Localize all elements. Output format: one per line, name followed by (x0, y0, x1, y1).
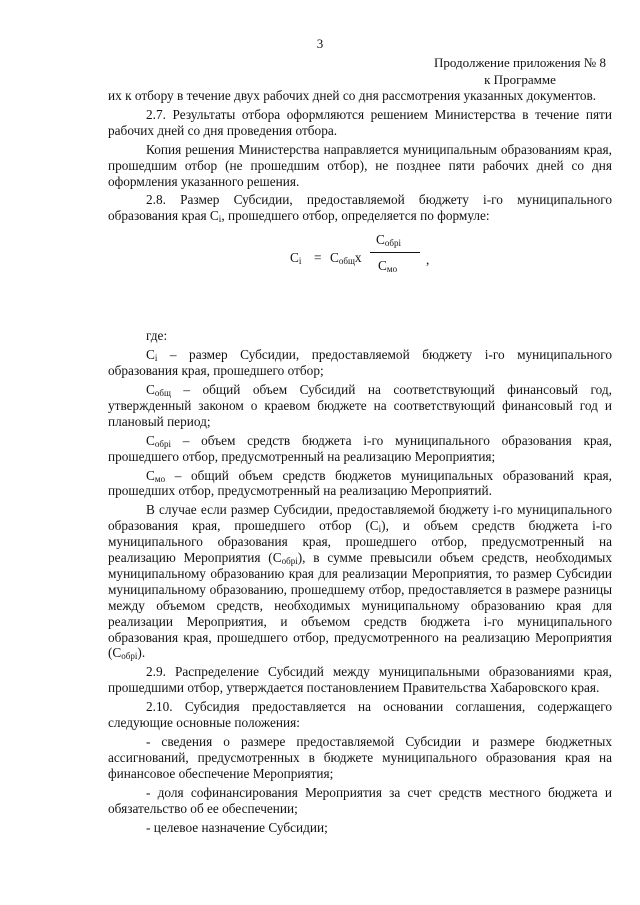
paragraph-2-8-subscript: i (218, 214, 222, 225)
definition-cobri: $C_{обрi}$ – объем средств бюджета i-го муниципального образования края, прошедшего отбор, предусмотренный на реализацию Мероприятия; (108, 432, 612, 464)
page-number: 3 (316, 36, 324, 51)
document-body (108, 88, 612, 835)
formula-equals: = (314, 250, 322, 266)
definition-cmo: $C_{мо}$ – общий объем средств бюджетов муниципальных образований края, прошедших отбор, предусмотренный на реализацию Мероприятий. (108, 467, 612, 499)
paragraph-2-9: 2.9. Распределение Субсидий между муниципальными образованиями края, прошедшими отбор, утверждается постановлением Правительства Хабаровского края. (108, 664, 612, 696)
paragraph-2-7: 2.7. Результаты отбора оформляются решением Министерства в течение пяти рабочих дней со дня проведения отбора. (108, 106, 612, 138)
list-item-cofinancing: - доля софинансирования Мероприятия за счет средств местного бюджета и обязательство об ее обеспечении; (108, 784, 612, 816)
appendix-line-2: к Программе (484, 72, 556, 87)
formula-numerator: $C_{обрi}$ (376, 232, 401, 249)
list-item-purpose: - целевое назначение Субсидии; (146, 819, 328, 835)
where-label: где: (146, 328, 168, 344)
fraction-bar (370, 252, 420, 253)
appendix-header (430, 54, 610, 88)
paragraph-2-8-text: 2.8. Размер Субсидии, предоставляемой бюджету i-го муниципального образования края C (108, 192, 612, 224)
definition-cobsh: $C_{общ}$ – общий объем Субсидий на соответствующий финансовый год, утвержденный законом о краевом бюджете на соответствующий финансовый год и плановый период; (108, 381, 612, 429)
formula-lhs: $C_i$ (290, 250, 302, 267)
paragraph-2-8-tail: , прошедшего отбор, определяется по формуле: (221, 208, 490, 224)
appendix-line-1: Продолжение приложения № 8 (434, 55, 606, 70)
paragraph-2-8 (108, 192, 612, 224)
definition-ci: $C_i$ – размер Субсидии, предоставляемой бюджету i-го муниципального образования края, прошедшего отбор; (108, 347, 612, 379)
paragraph-2-10: 2.10. Субсидия предоставляется на основании соглашения, содержащего следующие основные положения: (108, 699, 612, 731)
paragraph-continuation: их к отбору в течение двух рабочих дней со дня рассмотрения указанных документов. (108, 88, 597, 103)
formula-total: $C_{общ}x$ (330, 250, 362, 267)
paragraph-decision-copy: Копия решения Министерства направляется муниципальным образованиям края, прошедшим отбор (не прошедшим отбор), не позднее пяти рабочих дней со дня оформления указанного решения. (108, 141, 612, 189)
paragraph-excess-case: В случае если размер Субсидии, предоставляемой бюджету i-го муниципального образования края, прошедшего отбор $(C_i)$, и объем средств бюджета i-го муниципального образования края, прошедшего отбор, предусмотренный на реализацию Мероприятия $(C_{обрi})$, в сумме превысили объем средств, необходимых муниципальному образованию края для реализации Мероприятия, то размер Субсидии муниципальному образованию, прошедшему отбор, предоставляется в размере разницы между объемом средств, необходимых муниципальному образованию края для реализации Мероприятия, и объемом средств бюджета i-го муниципального образования края, прошедшего отбор, предусмотренного на реализацию Мероприятия $(C_{обрi})$. (108, 502, 612, 662)
list-item-budget-info: - сведения о размере предоставляемой Субсидии и размере бюджетных ассигнований, предусмотренных в бюджете муниципального образования края на финансовое обеспечение Мероприятия; (108, 734, 612, 781)
formula-comma: , (426, 252, 430, 268)
subsidy-formula (108, 230, 612, 288)
formula-denominator: $C_{мо}$ (378, 258, 398, 275)
